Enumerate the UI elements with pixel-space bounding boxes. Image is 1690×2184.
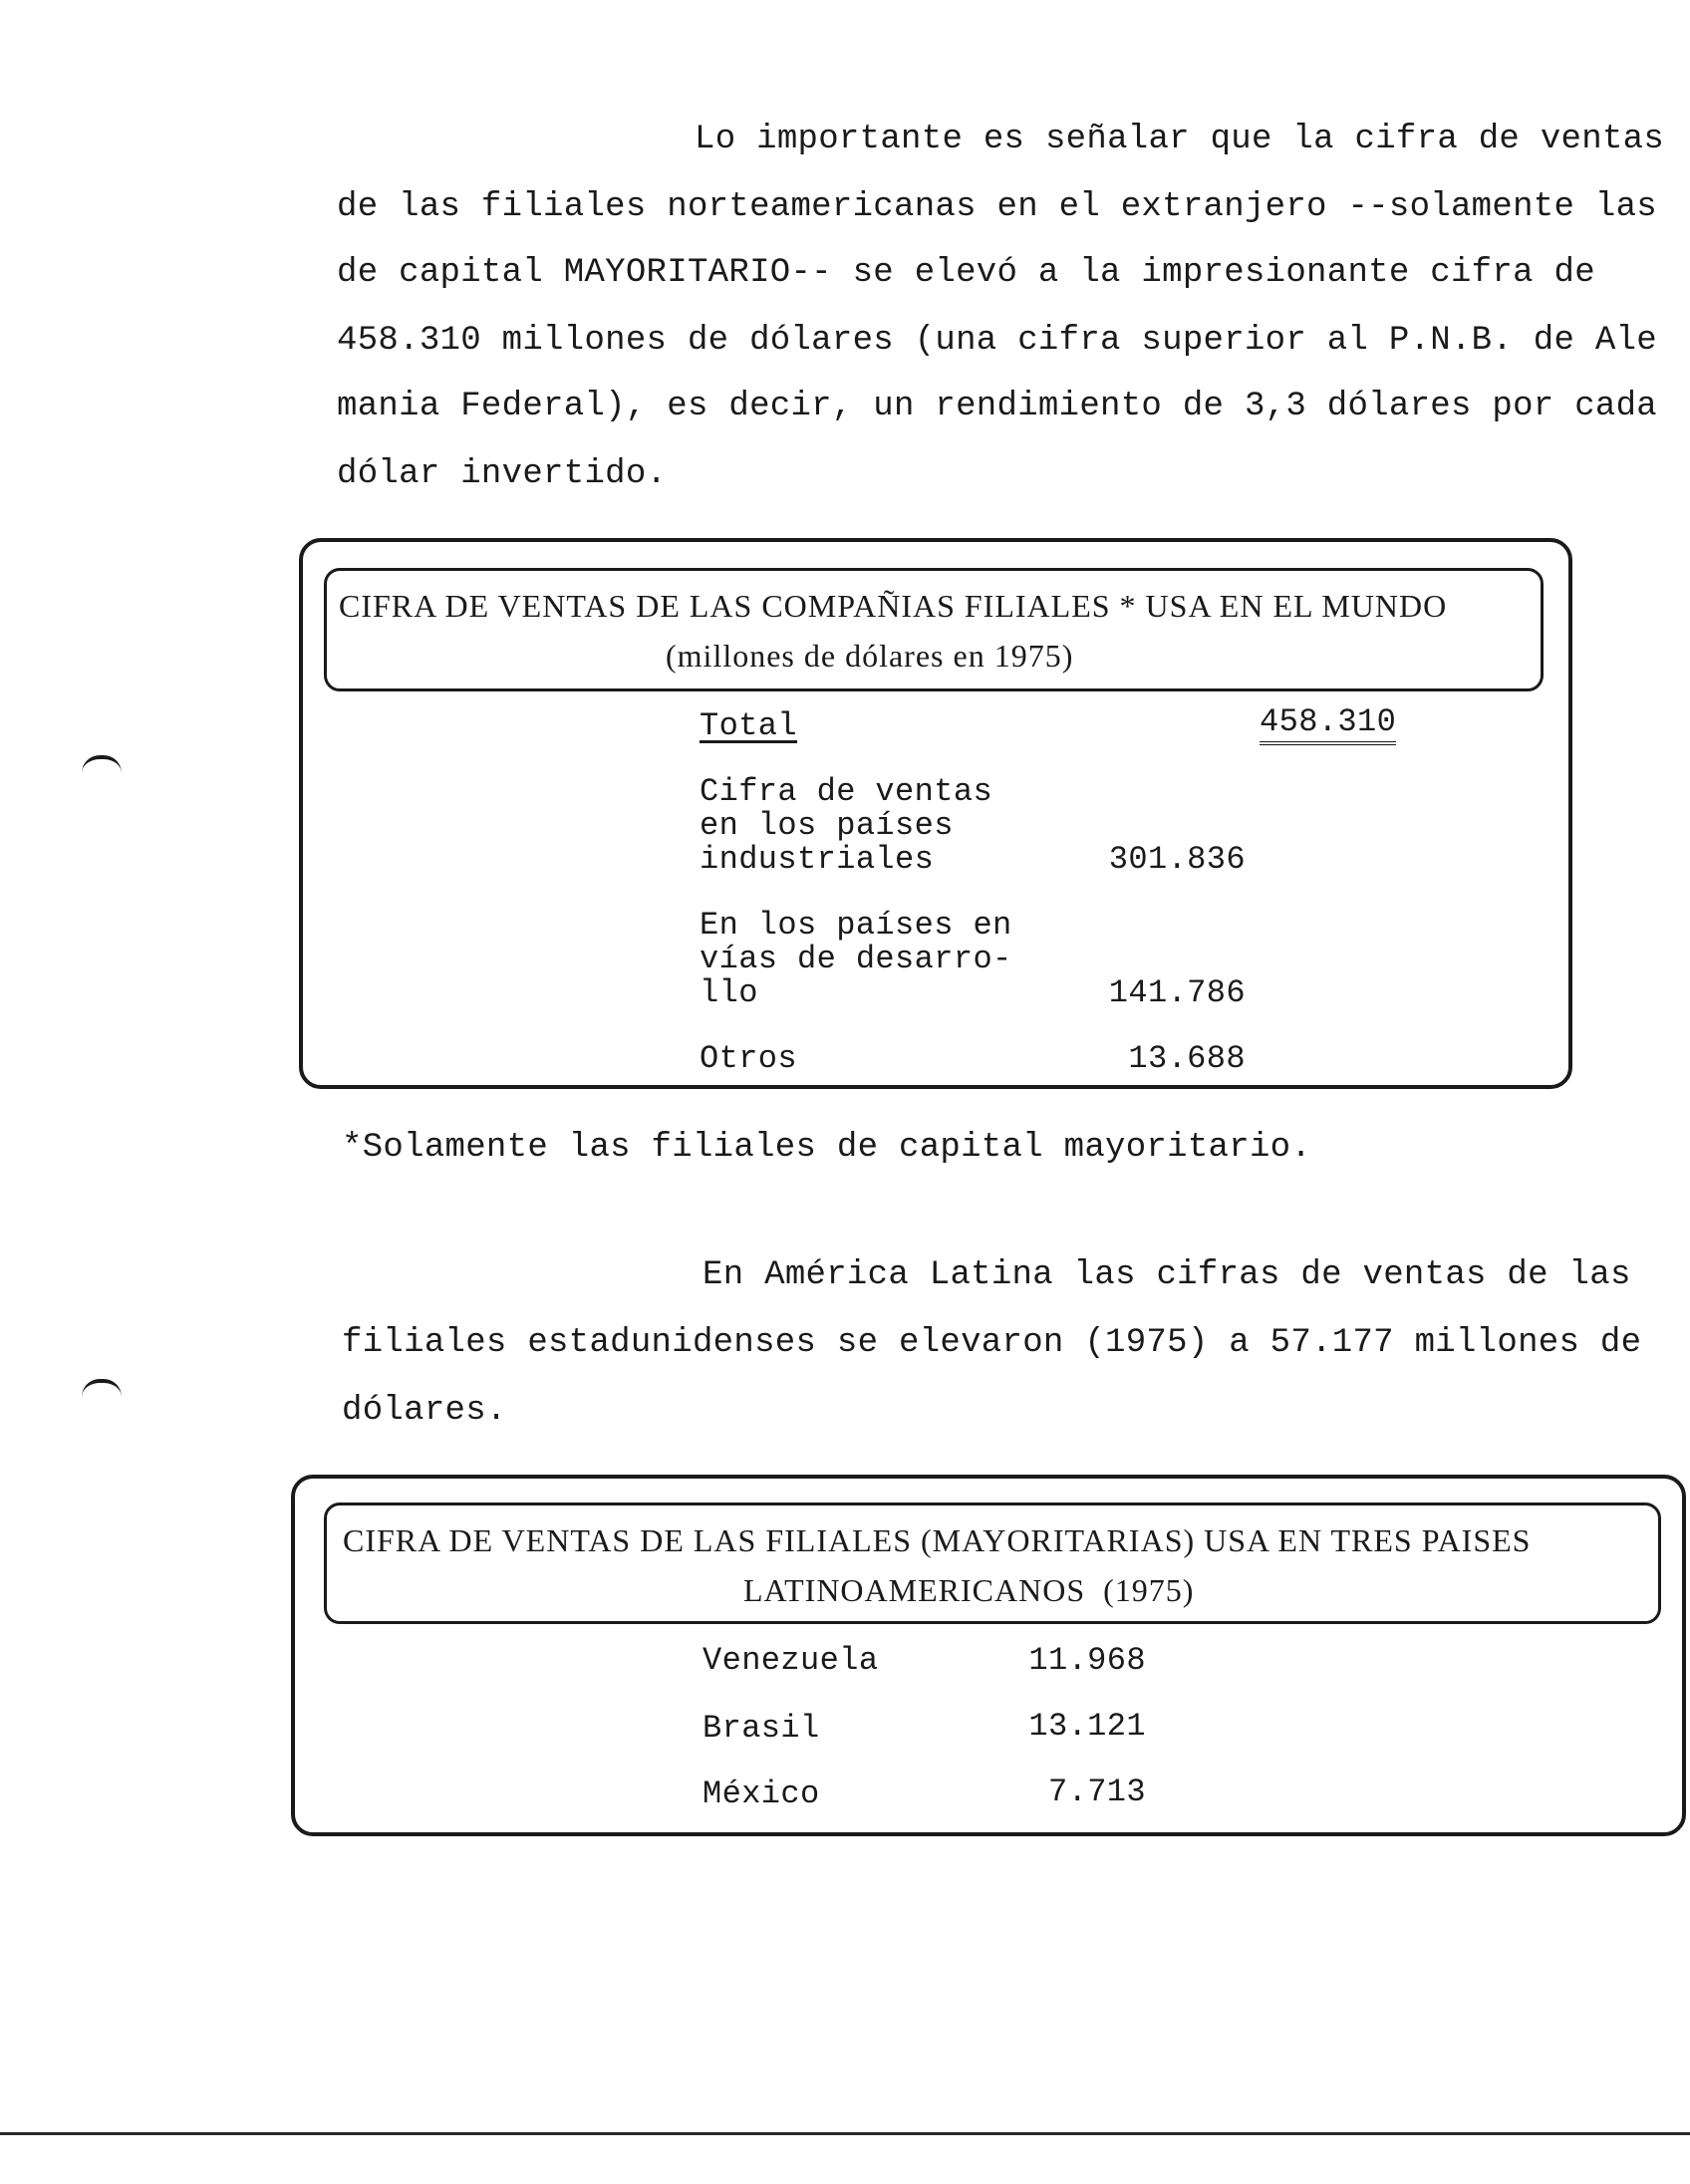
- table-2-row-3-label: México: [703, 1775, 820, 1812]
- paragraph-1-line-3: de capital MAYORITARIO-- se elevó a la impresionante cifra de: [337, 254, 1595, 292]
- table-2-row-2-value: 13.121: [1028, 1708, 1146, 1745]
- table-1-total-value: 458.310: [1260, 705, 1396, 745]
- table-1-title-line-2: (millones de dólares en 1975): [666, 638, 1074, 674]
- table-1-title-line-1: CIFRA DE VENTAS DE LAS COMPAÑIAS FILIALES * USA EN EL MUNDO: [339, 588, 1448, 624]
- table-2-row-1-value: 11.968: [1028, 1642, 1146, 1679]
- table-2-title-line-1: CIFRA DE VENTAS DE LAS FILIALES (MAYORITARIAS) USA EN TRES PAISES: [343, 1522, 1532, 1558]
- paragraph-1-line-1: Lo importante es señalar que la cifra de ventas: [695, 121, 1665, 158]
- paragraph-2-line-1: En América Latina las cifras de ventas de las: [703, 1256, 1631, 1294]
- table-2-title-line-2: LATINOAMERICANOS (1975): [743, 1572, 1195, 1608]
- table-1-row-2-label: En los países en vías de desarro- llo: [700, 907, 1012, 1011]
- table-1-row-3-label: Otros: [700, 1040, 798, 1077]
- paragraph-1-line-5: mania Federal), es decir, un rendimiento de 3,3 dólares por cada: [337, 388, 1658, 425]
- paragraph-1-line-2: de las filiales norteamericanas en el extranjero --solamente las: [337, 188, 1658, 226]
- paragraph-2-line-3: dólares.: [342, 1392, 507, 1430]
- table-1-row-2-value: 141.786: [1108, 974, 1246, 1011]
- margin-mark: [82, 755, 122, 773]
- table-1-footnote: *Solamente las filiales de capital mayoritario.: [342, 1129, 1312, 1167]
- table-2-row-1-label: Venezuela: [703, 1642, 879, 1679]
- paragraph-2-line-2: filiales estadunidenses se elevaron (1975) a 57.177 millones de: [342, 1324, 1642, 1362]
- table-1-row-1-label: Cifra de ventas en los países industriales: [700, 773, 993, 878]
- table-1-total-label: Total: [700, 707, 798, 744]
- margin-mark: [82, 1379, 122, 1397]
- table-1-row-3-value: 13.688: [1128, 1040, 1246, 1077]
- table-2-row-2-label: Brasil: [703, 1710, 820, 1747]
- paragraph-1-line-6: dólar invertido.: [337, 455, 668, 493]
- paragraph-1-line-4: 458.310 millones de dólares (una cifra superior al P.N.B. de Ale: [337, 322, 1658, 360]
- table-2-row-3-value: 7.713: [1047, 1774, 1146, 1810]
- footer-rule: [0, 2132, 1690, 2135]
- table-1-row-1-value: 301.836: [1108, 841, 1246, 878]
